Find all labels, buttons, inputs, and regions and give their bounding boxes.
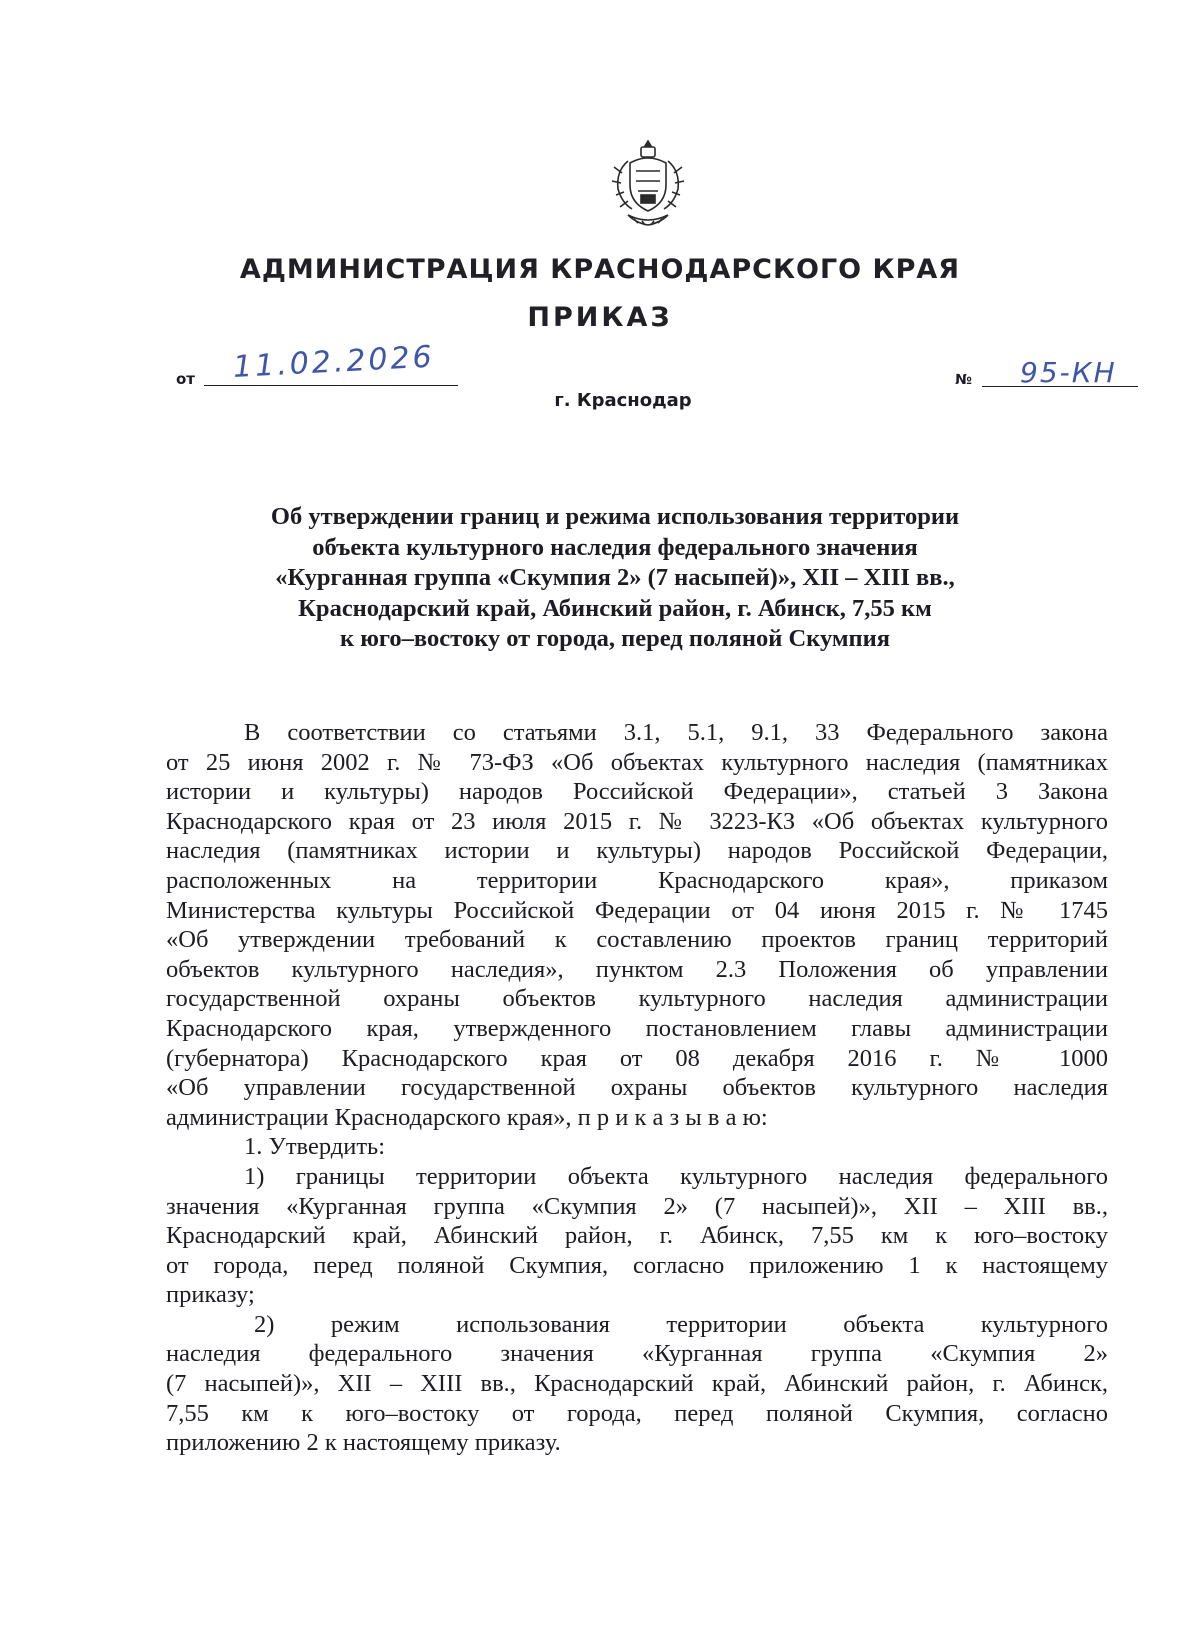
body-line: значения «Курганная группа «Скумпия 2» (7 насыпей)», XII – XIII вв., [166, 1192, 1108, 1220]
title-line: Об утверждении границ и режима использования территории [270, 503, 960, 530]
document-body [166, 718, 1108, 1458]
organization-name: АДМИНИСТРАЦИЯ КРАСНОДАРСКОГО КРАЯ [239, 254, 961, 285]
title-line: Краснодарский край, Абинский район, г. Абинск, 7,55 км [298, 594, 932, 622]
body-line: администрации Краснодарского края», п р и к а з ы в а ю: [166, 1103, 768, 1131]
city: г. Краснодар [554, 390, 692, 411]
body-line: «Об утверждении требований к составлению проектов границ территорий [166, 926, 1108, 954]
body-line: Краснодарский край, Абинский район, г. Абинск, 7,55 км к юго–востоку [166, 1222, 1108, 1250]
body-line: Министерства культуры Российской Федерации от 04 июня 2015 г. № 1745 [166, 896, 1108, 924]
body-line: наследия (памятниках истории и культуры) народов Российской Федерации, [166, 837, 1108, 865]
body-line: наследия федерального значения «Курганная группа «Скумпия 2» [166, 1340, 1108, 1368]
body-line: (губернатора) Краснодарского края от 08 декабря 2016 г. № 1000 [166, 1044, 1108, 1072]
date-value: 11.02.2026 [232, 339, 436, 385]
document-type: ПРИКАЗ [527, 302, 673, 333]
body-line: Краснодарского края от 23 июля 2015 г. № 3223-КЗ «Об объектах культурного [166, 807, 1108, 835]
body-line: (7 насыпей)», XII – XIII вв., Краснодарский край, Абинский район, г. Абинск, [166, 1370, 1108, 1398]
title-line: к юго–востоку от города, перед поляной Скумпия [339, 625, 891, 653]
document-title [150, 502, 1080, 655]
body-line: В соответствии со статьями 3.1, 5.1, 9.1, 33 Федерального закона [244, 719, 1108, 746]
body-line: истории и культуры) народов Российской Федерации», статьей 3 Закона [166, 778, 1108, 806]
body-line: 1. Утвердить: [244, 1133, 386, 1161]
body-line: «Об управлении государственной охраны объектов культурного наследия [166, 1074, 1108, 1102]
body-line: 2) режим использования территории объекта культурного [254, 1310, 1108, 1338]
body-line: 1) границы территории объекта культурного наследия федерального [244, 1162, 1108, 1190]
date-underline [204, 385, 458, 386]
body-line: приложению 2 к настоящему приказу. [166, 1429, 561, 1457]
body-line: от 25 июня 2002 г. № 73-ФЗ «Об объектах культурного наследия (памятниках [166, 748, 1108, 776]
body-line: 7,55 км к юго–востоку от города, перед поляной Скумпия, согласно [166, 1399, 1108, 1427]
body-line: расположенных на территории Краснодарского края», приказом [166, 866, 1108, 894]
body-line: приказу; [166, 1281, 255, 1309]
number-value: 95-КН [1020, 356, 1117, 389]
title-line: объекта культурного наследия федерального значения [312, 533, 918, 561]
title-line: «Курганная группа «Скумпия 2» (7 насыпей)», XII – XIII вв., [275, 564, 955, 592]
date-label: от [176, 370, 195, 388]
body-line: Краснодарского края, утвержденного постановлением главы администрации [166, 1014, 1108, 1042]
body-line: объектов культурного наследия», пунктом 2.3 Положения об управлении [166, 955, 1108, 983]
number-label: № [955, 372, 972, 388]
krasnodar-coat-of-arms-icon [608, 137, 688, 229]
body-line: государственной охраны объектов культурного наследия администрации [166, 985, 1108, 1013]
body-line: от города, перед поляной Скумпия, согласно приложению 1 к настоящему [166, 1251, 1108, 1279]
